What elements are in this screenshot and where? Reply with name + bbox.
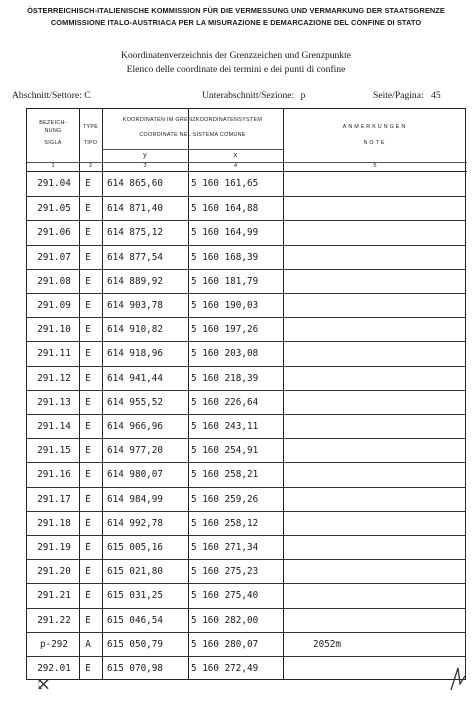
coordinate-x: 5 160 254,91 — [191, 445, 259, 457]
coordinate-x: 5 160 164,99 — [191, 227, 259, 239]
coordinate-y: 614 955,52 — [107, 396, 163, 408]
point-id: 291.21 — [37, 590, 71, 602]
point-id: 291.09 — [37, 300, 71, 311]
note: 2052m — [313, 638, 341, 650]
point-type: E — [85, 275, 91, 287]
point-type: E — [85, 178, 91, 189]
coord-header — [102, 116, 283, 139]
table-row — [27, 317, 465, 342]
table-row — [27, 462, 465, 487]
subsection-label: Unterabschnitt/Sezione: — [202, 90, 295, 101]
coordinate-x: 5 160 275,40 — [191, 590, 259, 602]
point-id: 291.16 — [37, 469, 71, 481]
table-row — [27, 535, 465, 560]
coordinate-y: 614 875,12 — [107, 227, 163, 239]
coordinate-y: 615 005,16 — [107, 542, 163, 553]
coord-header-de: KOORDINATEN IM GRENZKOORDINATENSYSTEM — [122, 117, 263, 123]
point-id: 291.12 — [37, 372, 71, 384]
coordinate-y: 614 877,54 — [107, 251, 163, 263]
coordinate-y: 614 918,96 — [107, 348, 163, 360]
table-row — [27, 269, 465, 294]
table-row — [27, 245, 465, 270]
coordinate-y: 615 070,98 — [107, 663, 163, 674]
subsection-field — [202, 90, 305, 101]
coordinate-x: 5 160 280,07 — [191, 638, 259, 650]
table-row — [27, 487, 465, 512]
id-header-de: BEZEICH- — [39, 120, 67, 126]
y-header: y — [143, 152, 147, 159]
type-header-it: TIPO — [83, 140, 98, 146]
point-type: E — [85, 663, 91, 674]
coordinate-y: 614 910,82 — [107, 324, 163, 336]
point-type: E — [85, 348, 91, 360]
table-row — [27, 656, 465, 681]
table-row — [27, 220, 465, 245]
coordinate-y: 614 977,20 — [107, 445, 163, 457]
point-type: E — [85, 396, 91, 408]
point-id: 291.04 — [37, 178, 71, 189]
page-value: 45 — [431, 90, 441, 101]
table-row — [27, 438, 465, 463]
point-id: 291.19 — [37, 542, 71, 553]
point-id: 291.15 — [37, 445, 71, 457]
point-id: 291.11 — [37, 348, 71, 360]
table-row — [27, 511, 465, 536]
table-row — [27, 559, 465, 584]
coordinate-y: 614 903,78 — [107, 300, 163, 311]
column-number: 1 — [51, 163, 55, 169]
point-type: E — [85, 590, 91, 602]
point-type: E — [85, 324, 91, 336]
section-field — [12, 90, 91, 101]
table-row — [27, 293, 465, 318]
coordinate-x: 5 160 258,21 — [191, 469, 259, 481]
initials-signature-right — [448, 664, 468, 694]
coordinate-y: 614 980,07 — [107, 469, 163, 481]
point-id: 291.07 — [37, 251, 71, 263]
point-type: E — [85, 542, 91, 553]
coordinate-y: 614 984,99 — [107, 493, 163, 505]
coordinate-x: 5 160 275,23 — [191, 566, 259, 578]
coordinate-y: 614 992,78 — [107, 517, 163, 529]
coord-header-it: COORDINATE NEL SISTEMA COMUNE — [139, 132, 246, 138]
point-type: E — [85, 251, 91, 263]
point-id: 291.10 — [37, 324, 71, 336]
type-header-de: TYPE — [82, 124, 99, 130]
coordinate-x: 5 160 197,26 — [191, 324, 259, 336]
coordinate-y: 615 050,79 — [107, 638, 163, 650]
point-type: A — [85, 638, 91, 650]
point-type: E — [85, 421, 91, 432]
point-type: E — [85, 469, 91, 481]
coordinate-y: 614 865,60 — [107, 178, 163, 189]
id-header-it: SIGLA — [44, 140, 62, 146]
coordinate-x: 5 160 203,08 — [191, 348, 259, 360]
commission-title-it: COMMISSIONE ITALO-AUSTRIACA PER LA MISURAZIONE E DEMARCAZIONE DEL CONFINE DI STATO — [50, 18, 422, 27]
point-type: E — [85, 493, 91, 505]
section-value: C — [84, 90, 91, 101]
coordinate-x: 5 160 226,64 — [191, 396, 259, 408]
notes-header-it: NOTE — [363, 140, 387, 146]
point-id: 291.08 — [37, 275, 71, 287]
coordinate-x: 5 160 243,11 — [191, 421, 259, 432]
notes-header — [283, 123, 467, 147]
point-id: 291.18 — [37, 517, 71, 529]
point-id: 291.14 — [37, 421, 71, 432]
point-id: 291.17 — [37, 493, 71, 505]
table-row — [27, 632, 465, 657]
point-id: p-292 — [40, 638, 68, 650]
point-type: E — [85, 517, 91, 529]
coordinate-x: 5 160 164,88 — [191, 203, 259, 215]
table-row — [27, 608, 465, 633]
point-type: E — [85, 566, 91, 578]
point-type: E — [85, 203, 91, 215]
table-row — [27, 366, 465, 391]
point-type: E — [85, 372, 91, 384]
coordinate-x: 5 160 190,03 — [191, 300, 259, 311]
document-subtitle-it: Elenco delle coordinate dei termini e dei punti di confine — [126, 64, 346, 75]
page-label: Seite/Pagina: — [373, 90, 424, 101]
point-id: 291.20 — [37, 566, 71, 578]
coordinate-y: 615 031,25 — [107, 590, 163, 602]
section-label: Abschnitt/Settore: — [12, 90, 82, 101]
table-row — [27, 583, 465, 608]
coordinate-x: 5 160 259,26 — [191, 493, 259, 505]
point-type: E — [85, 227, 91, 239]
initials-signature-left: ⤪ — [36, 674, 52, 695]
commission-title-de: ÖSTERREICHISCH-ITALIENISCHE KOMMISSION FÜR DIE VERMESSUNG UND VERMARKUNG DER STAATSGRENZE — [27, 6, 445, 15]
column-number: 2 — [88, 163, 93, 169]
coordinate-x: 5 160 181,79 — [191, 275, 259, 287]
table-row — [27, 172, 465, 196]
point-id: 291.06 — [37, 227, 71, 239]
coordinate-x: 5 160 218,39 — [191, 372, 259, 384]
coordinate-x: 5 160 161,65 — [191, 178, 259, 189]
coordinate-y: 615 046,54 — [107, 614, 163, 626]
coordinate-x: 5 160 272,49 — [191, 663, 259, 674]
table-row — [27, 196, 465, 221]
table-row — [27, 414, 465, 439]
coordinate-y: 614 941,44 — [107, 372, 163, 384]
point-id: 292.01 — [37, 663, 71, 674]
x-header: x — [233, 152, 238, 159]
point-id: 291.13 — [37, 396, 71, 408]
coordinate-y: 614 871,40 — [107, 203, 163, 215]
subsection-value: p — [300, 90, 306, 101]
id-header — [27, 119, 79, 147]
coordinate-y: 614 889,92 — [107, 275, 163, 287]
coordinate-x: 5 160 282,00 — [191, 614, 259, 626]
coordinate-x: 5 160 271,34 — [191, 542, 259, 553]
point-type: E — [85, 614, 91, 626]
column-number: 5 — [373, 163, 377, 169]
column-number: 3 — [143, 163, 147, 169]
document-subtitle-de: Koordinatenverzeichnis der Grenzzeichen und Grenzpunkte — [120, 50, 352, 61]
id-header-de-2: NUNG — [44, 128, 62, 134]
table-row — [27, 390, 465, 415]
coordinate-x: 5 160 258,12 — [191, 517, 259, 529]
point-id: 291.05 — [37, 203, 71, 215]
coordinate-y: 615 021,80 — [107, 566, 163, 578]
point-type: E — [85, 300, 91, 311]
coordinate-table — [26, 108, 466, 680]
point-type: E — [85, 445, 91, 457]
column-number: 4 — [233, 163, 238, 169]
type-header — [79, 123, 102, 147]
table-row — [27, 341, 465, 366]
page-field — [373, 90, 441, 101]
coordinate-y: 614 966,96 — [107, 421, 163, 432]
coord-header-divider — [102, 149, 283, 150]
notes-header-de: ANMERKUNGEN — [342, 124, 408, 130]
point-id: 291.22 — [37, 614, 71, 626]
coordinate-x: 5 160 168,39 — [191, 251, 259, 263]
